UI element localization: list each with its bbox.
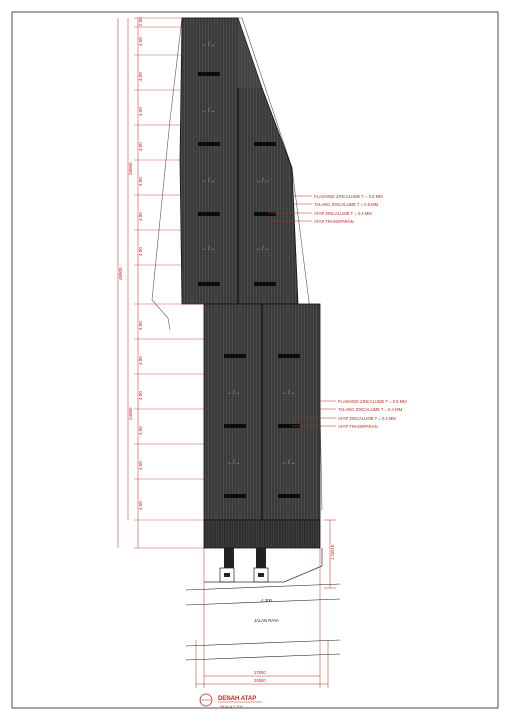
entrance-columns bbox=[220, 548, 268, 582]
dim-label-lower: 4.00 bbox=[138, 356, 143, 365]
dim-label-upper: 4.00 bbox=[138, 247, 143, 256]
callout-labels-lower bbox=[338, 399, 407, 429]
dim-label-lower: 4.00 bbox=[138, 391, 143, 400]
dim-label-lower: 4.00 bbox=[138, 426, 143, 435]
canopy-roof bbox=[204, 520, 320, 548]
skylight-strip bbox=[224, 354, 246, 358]
callout-atap-transparan: ATAP TRANSPARAN bbox=[314, 219, 354, 224]
dim-label-lower: 4.00 bbox=[138, 321, 143, 330]
callout-atap-zincalume: ATAP ZINCALUME T = 0.4 MM bbox=[338, 416, 396, 421]
dim-total-upper: 28000 bbox=[128, 162, 133, 175]
skylight-strip bbox=[278, 354, 300, 358]
slope-arrow: ←/→ bbox=[202, 246, 216, 252]
callout-flashing: FLASHING ZINCALUME T = 0.5 MM bbox=[314, 194, 383, 199]
slope-arrow: ←/→ bbox=[256, 246, 270, 252]
skylight-strip bbox=[198, 72, 220, 76]
callout-atap-zincalume: ATAP ZINCALUME T = 0.4 MM bbox=[314, 211, 372, 216]
left-dimension-lines bbox=[118, 18, 138, 548]
drawing-scale: SKALA 1:100 bbox=[220, 705, 243, 709]
skylight-strip bbox=[198, 212, 220, 216]
level-label: -1.300 bbox=[260, 598, 272, 603]
dim-label-upper: 4.00 bbox=[138, 177, 143, 186]
column bbox=[224, 548, 234, 568]
callout-talang: TALANG ZINCALUME T = 0.4 MM bbox=[338, 407, 403, 412]
dim-label-upper: 4.00 bbox=[138, 37, 143, 46]
right-dimension-label: 1.26515 bbox=[330, 544, 335, 560]
dim-label-upper: 4.00 bbox=[138, 72, 143, 81]
slope-arrow: ←/→ bbox=[202, 108, 216, 114]
dim-label-upper: 2.00 bbox=[138, 17, 143, 26]
dim-label-upper: 4.00 bbox=[138, 142, 143, 151]
drawing-title: DENAH ATAP bbox=[218, 696, 257, 702]
site-boundary-left bbox=[152, 18, 182, 330]
slope-arrow: ←/→ bbox=[282, 460, 296, 466]
skylight-strip bbox=[198, 142, 220, 146]
left-dimension-labels bbox=[118, 17, 143, 510]
dim-total-lower: 24000 bbox=[128, 407, 133, 420]
skylight-strip bbox=[224, 424, 246, 428]
callout-flashing: FLASHING ZINCALUME T = 0.5 MM bbox=[338, 399, 407, 404]
skylight-strip bbox=[224, 494, 246, 498]
dim-label-lower: 4.00 bbox=[138, 501, 143, 510]
road-label: JALAN RAYA bbox=[254, 618, 279, 623]
dim-label-upper: 4.00 bbox=[138, 107, 143, 116]
width-dim-outer: 20500 bbox=[254, 678, 266, 683]
width-dim-inner: 17500 bbox=[254, 670, 266, 675]
slope-arrow: ←/→ bbox=[227, 460, 241, 466]
slope-arrow: ←/→ bbox=[256, 178, 270, 184]
skylight-strip bbox=[254, 282, 276, 286]
slope-arrow: ←/→ bbox=[202, 42, 216, 48]
skylight-strip bbox=[254, 212, 276, 216]
drawing-title-block bbox=[200, 694, 262, 709]
slope-arrow: ←/→ bbox=[227, 390, 241, 396]
callout-labels-upper bbox=[314, 194, 383, 224]
slope-arrow: ←/→ bbox=[282, 390, 296, 396]
callout-talang: TALANG ZINCALUME T = 0.5 MM bbox=[314, 202, 379, 207]
column bbox=[256, 548, 266, 568]
dim-label-upper: 4.00 bbox=[138, 212, 143, 221]
dim-overall: 48000 bbox=[118, 267, 123, 280]
skylight-strip bbox=[278, 494, 300, 498]
skylight-strip bbox=[198, 282, 220, 286]
dim-label-lower: 4.00 bbox=[138, 461, 143, 470]
slope-arrow: ←/→ bbox=[202, 178, 216, 184]
callout-atap-transparan: ATAP TRANSPARAN bbox=[338, 424, 378, 429]
skylight-strip bbox=[254, 142, 276, 146]
